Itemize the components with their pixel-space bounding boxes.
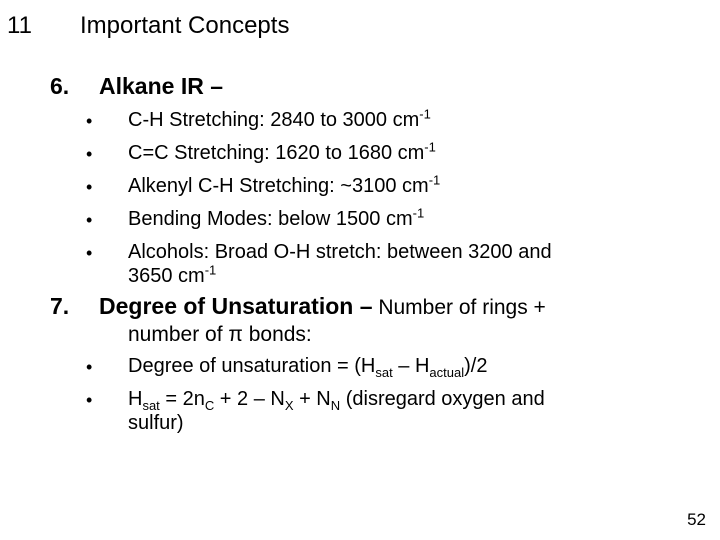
superscript: -1 (419, 106, 431, 122)
item-text: )/2 (464, 355, 488, 377)
list-item (128, 141, 436, 165)
list-item (128, 387, 545, 435)
item-text: + N (293, 388, 331, 410)
section-7-lead: Number of rings + (372, 296, 546, 319)
subscript: actual (429, 365, 465, 380)
list-item (128, 240, 552, 288)
item-text: – H (392, 355, 430, 377)
bullet-icon: • (86, 111, 93, 131)
bullet-icon: • (86, 390, 93, 410)
item-text: Bending Modes: below 1500 cm (128, 208, 413, 230)
subscript: sat (375, 365, 393, 380)
subscript: X (284, 398, 294, 413)
item-text: sulfur) (128, 412, 184, 434)
section-6-number: 6. (50, 73, 70, 99)
bullet-icon: • (86, 144, 93, 164)
item-text: Degree of unsaturation = (H (128, 355, 376, 377)
page-number: 52 (687, 510, 706, 529)
item-text: + 2 – N (214, 388, 285, 410)
list-item (128, 174, 440, 198)
item-text: Alcohols: Broad O-H stretch: between 3200 and (128, 241, 552, 263)
superscript: -1 (412, 205, 425, 221)
superscript: -1 (424, 139, 436, 155)
subscript: C (204, 398, 215, 413)
section-7-number: 7. (50, 293, 70, 319)
item-text: (disregard oxygen and (340, 388, 545, 410)
subscript: sat (142, 398, 160, 413)
list-item (128, 354, 487, 378)
section-7-lead-continued: number of π bonds: (128, 323, 312, 346)
section-6-heading: Alkane IR – (99, 73, 223, 99)
section-7-heading (99, 293, 546, 320)
slide-title: Important Concepts (80, 12, 290, 39)
item-text: H (128, 388, 143, 410)
item-text: C-H Stretching: 2840 to 3000 cm (128, 109, 420, 131)
list-item (128, 207, 424, 231)
superscript: -1 (204, 262, 217, 278)
list-item (128, 108, 431, 132)
item-text: = 2n (159, 388, 205, 410)
bullet-icon: • (86, 177, 93, 197)
bullet-icon: • (86, 243, 93, 263)
item-text: 3650 cm (128, 265, 205, 287)
subscript: N (330, 398, 341, 413)
bullet-icon: • (86, 210, 93, 230)
item-text: Alkenyl C-H Stretching: ~3100 cm (128, 175, 429, 197)
bullet-icon: • (86, 357, 93, 377)
superscript: -1 (428, 172, 441, 188)
item-text: C=C Stretching: 1620 to 1680 cm (128, 142, 425, 164)
slide-number: 11 (7, 12, 32, 39)
section-7-title: Degree of Unsaturation – (99, 293, 373, 319)
